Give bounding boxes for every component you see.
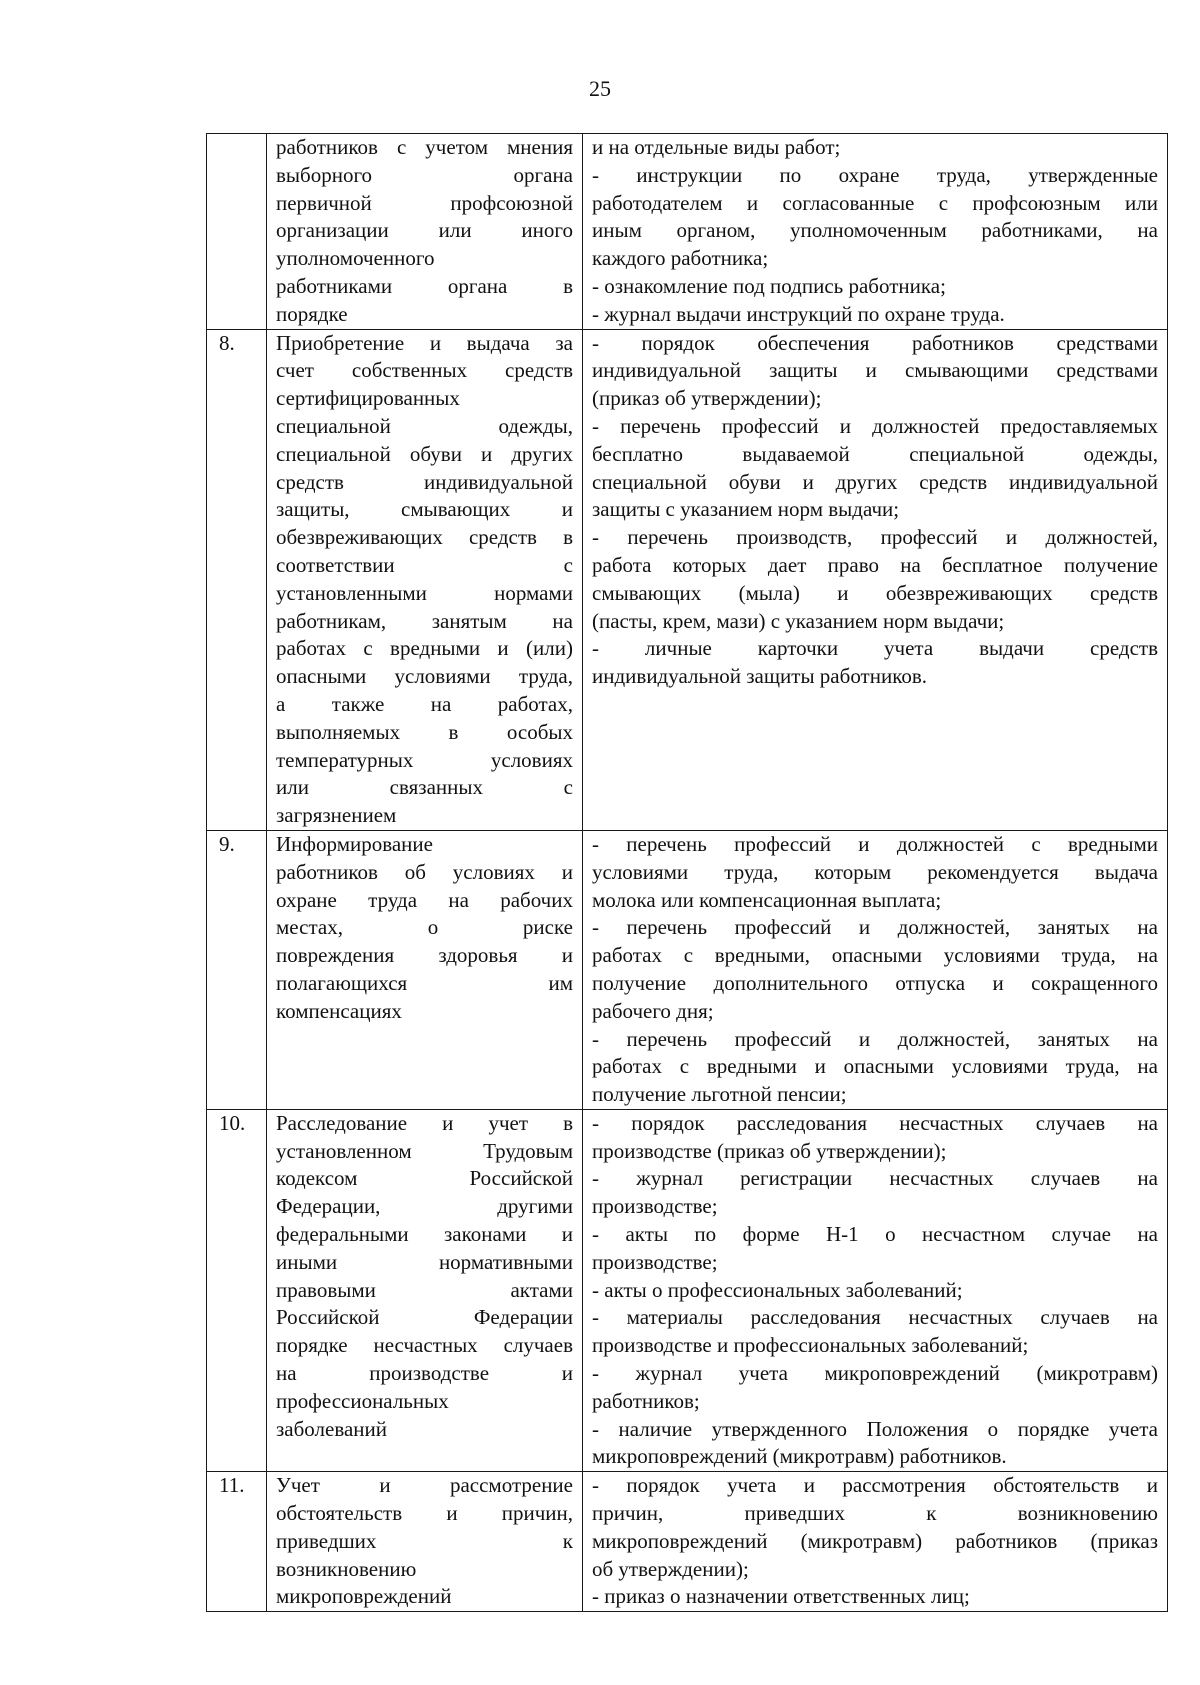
text-line: - наличие утвержденного Положения о порядке учета [592,1416,1158,1441]
text-line: Федерации, другими [276,1194,573,1219]
text-line: счет собственных средств [276,358,573,383]
text-line: работах с вредными и опасными условиями труда, на [592,1054,1158,1079]
text-line: Приобретение и выдача за [276,330,573,355]
text-line: (приказ об утверждении); [592,386,822,411]
row-number [207,134,267,330]
text-line: производстве (приказ об утверждении); [592,1138,947,1163]
table-row [207,329,1168,830]
text-line: обстоятельств и причин, [276,1501,573,1526]
text-line: работниками органа в [276,273,573,298]
text-line: кодексом Российской [276,1166,573,1191]
text-line: средств индивидуальной [276,469,573,494]
text-line: приведших к [276,1528,573,1553]
text-line: - перечень профессий и должностей, занятых на [592,1026,1158,1051]
text-line: - акты по форме Н-1 о несчастном случае на [592,1222,1158,1247]
text-line: работников об условиях и [276,859,573,884]
activity-cell [267,1472,583,1612]
text-line: обезвреживающих средств в [276,525,573,550]
text-line: повреждения здоровья и [276,943,573,968]
row-number: 9. [207,830,267,1109]
text-line: рабочего дня; [592,998,714,1023]
text-line: возникновению [276,1556,417,1581]
text-line: установленными нормами [276,580,573,605]
text-line: причин, приведших к возникновению [592,1501,1158,1526]
text-line: - ознакомление под подпись работника; [592,273,946,298]
text-line: - перечень профессий и должностей предоставляемых [592,413,1158,438]
text-line: - перечень профессий и должностей, занятых на [592,915,1158,940]
row-number: 11. [207,1472,267,1612]
text-line: заболеваний [276,1416,387,1441]
text-line: Российской Федерации [276,1305,573,1330]
text-line: Расследование и учет в [276,1110,573,1135]
text-line: работников с учетом мнения [276,135,573,159]
text-line: профессиональных [276,1388,449,1413]
row-number: 8. [207,329,267,830]
text-line: работодателем и согласованные с профсоюзным или [592,190,1158,215]
text-line: смывающих (мыла) и обезвреживающих средств [592,580,1158,605]
text-line: работников; [592,1388,700,1413]
text-line: федеральными законами и [276,1222,573,1247]
text-line: микроповреждений (микротравм) работников. [592,1444,1007,1469]
text-line: а также на работах, [276,691,573,716]
text-line: (пасты, крем, мази) с указанием норм выдачи; [592,608,1005,633]
text-line: - порядок обеспечения работников средствами [592,330,1158,355]
text-line: - перечень профессий и должностей с вредными [592,831,1158,856]
text-line: - инструкции по охране труда, утвержденные [592,162,1158,187]
requirements-table [206,133,1168,1612]
text-line: специальной одежды, [276,413,573,438]
text-line: компенсациях [276,998,402,1023]
table-row [207,134,1168,330]
text-line: первичной профсоюзной [276,190,573,215]
text-line: соответствии с [276,552,573,577]
text-line: специальной обуви и других [276,441,573,466]
text-line: охране труда на рабочих [276,887,573,912]
text-line: сертифицированных [276,386,460,411]
activity-cell [267,1109,583,1471]
page-number: 25 [589,76,611,101]
text-line: правовыми актами [276,1277,573,1302]
documents-cell [583,329,1168,830]
activity-cell [267,134,583,330]
text-line: - акты о профессиональных заболеваний; [592,1277,963,1302]
table-row [207,1472,1168,1612]
text-line: производстве; [592,1249,718,1274]
text-line: - приказ о назначении ответственных лиц; [592,1584,970,1609]
text-line: микроповреждений (микротравм) работников (приказ [592,1528,1158,1553]
text-line: уполномоченного [276,246,435,271]
text-line: иным органом, уполномоченным работниками, на [592,218,1158,243]
text-line: об утверждении); [592,1556,749,1581]
table-row [207,830,1168,1109]
text-line: работах с вредными и (или) [276,636,573,661]
text-line: - порядок расследования несчастных случаев на [592,1110,1158,1135]
text-line: индивидуальной защиты и смывающими средствами [592,358,1158,383]
text-line: опасными условиями труда, [276,664,573,689]
text-line: - журнал учета микроповреждений (микротравм) [592,1361,1158,1386]
text-line: местах, о риске [276,915,573,940]
text-line: выполняемых в особых [276,719,573,744]
documents-cell [583,1109,1168,1471]
text-line: - перечень производств, профессий и должностей, [592,525,1158,550]
text-line: - личные карточки учета выдачи средств [592,636,1158,661]
text-line: защиты с указанием норм выдачи; [592,497,900,522]
text-line: установленном Трудовым [276,1138,573,1163]
text-line: Информирование [276,831,433,856]
text-line: иными нормативными [276,1249,573,1274]
text-line: температурных условиях [276,747,573,772]
text-line: полагающихся им [276,970,573,995]
table-body [207,134,1168,1612]
text-line: получение дополнительного отпуска и сокращенного [592,970,1158,995]
text-line: - порядок учета и рассмотрения обстоятельств и [592,1473,1158,1498]
activity-cell [267,329,583,830]
text-line: - журнал регистрации несчастных случаев на [592,1166,1158,1191]
text-line: порядке [276,301,348,326]
text-line: получение льготной пенсии; [592,1082,847,1107]
text-line: бесплатно выдаваемой специальной одежды, [592,441,1158,466]
text-line: работникам, занятым на [276,608,573,633]
text-line: каждого работника; [592,246,769,271]
activity-cell [267,830,583,1109]
text-line: на производстве и [276,1361,573,1386]
text-line: работах с вредными, опасными условиями труда, на [592,943,1158,968]
row-number: 10. [207,1109,267,1471]
text-line: или связанных с [276,775,573,800]
text-line: молока или компенсационная выплата; [592,887,942,912]
text-line: и на отдельные виды работ; [592,135,841,159]
text-line: порядке несчастных случаев [276,1333,573,1358]
documents-cell [583,830,1168,1109]
text-line: организации или иного [276,218,573,243]
text-line: - журнал выдачи инструкций по охране труда. [592,301,1005,326]
documents-cell [583,134,1168,330]
text-line: производстве и профессиональных заболеваний; [592,1333,1029,1358]
text-line: защиты, смывающих и [276,497,573,522]
text-line: индивидуальной защиты работников. [592,664,927,689]
text-line: условиями труда, которым рекомендуется выдача [592,859,1158,884]
text-line: работа которых дает право на бесплатное получение [592,552,1158,577]
text-line: специальной обуви и других средств индивидуальной [592,469,1158,494]
text-line: загрязнением [276,803,397,828]
text-line: Учет и рассмотрение [276,1473,573,1498]
documents-cell [583,1472,1168,1612]
table-row [207,1109,1168,1471]
text-line: производстве; [592,1194,718,1219]
text-line: выборного органа [276,162,573,187]
text-line: - материалы расследования несчастных случаев на [592,1305,1158,1330]
text-line: микроповреждений [276,1584,452,1609]
